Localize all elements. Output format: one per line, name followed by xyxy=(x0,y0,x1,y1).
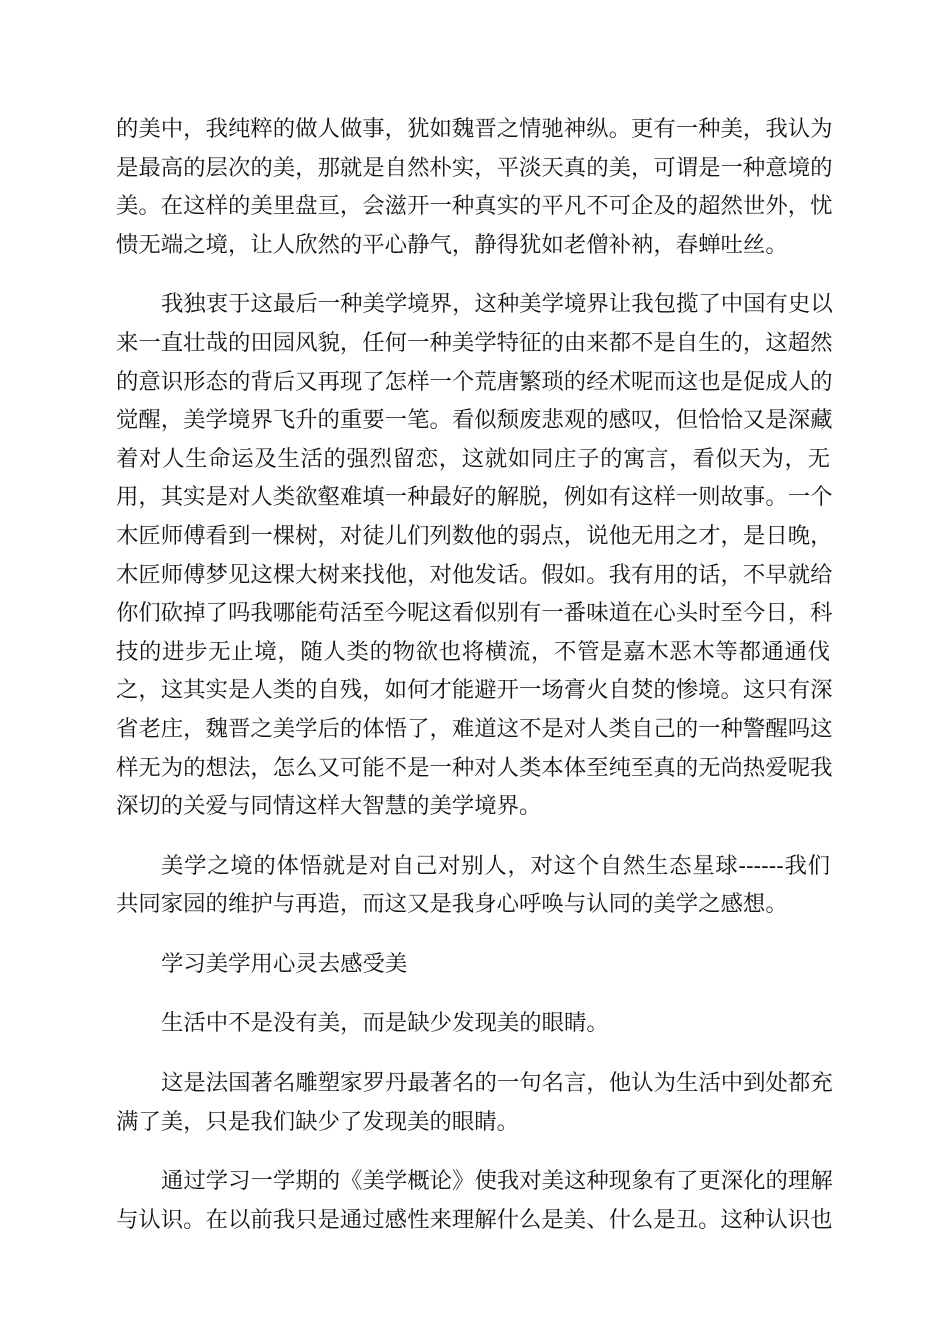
text-line: 木匠师傅看到一棵树，对徒儿们列数他的弱点，说他无用之才，是日晚， xyxy=(116,522,833,549)
paragraph-6 xyxy=(116,1162,833,1239)
paragraph-4 xyxy=(116,1004,830,1043)
paragraph-5 xyxy=(116,1064,833,1141)
text-line: 是最高的层次的美，那就是自然朴实，平淡天真的美，可谓是一种意境的 xyxy=(116,154,833,181)
text-line: 着对人生命运及生活的强烈留恋，这就如同庄子的寓言，看似天为，无 xyxy=(116,445,830,472)
text-line: 的意识形态的背后又再现了怎样一个荒唐繁琐的经术呢而这也是促成人的 xyxy=(116,368,833,395)
text-line: 你们砍掉了吗我哪能苟活至今呢这看似别有一番味道在心头时至今日，科 xyxy=(116,600,833,627)
text-line: 我独衷于这最后一种美学境界，这种美学境界让我包揽了中国有史以 xyxy=(161,291,833,318)
text-line: 之，这其实是人类的自残，如何才能避开一场膏火自焚的惨境。这只有深 xyxy=(116,677,833,704)
text-line: 木匠师傅梦见这棵大树来找他，对他发话。假如。我有用的话，不早就给 xyxy=(116,561,833,588)
text-line: 这是法国著名雕塑家罗丹最著名的一句名言，他认为生活中到处都充 xyxy=(161,1070,833,1097)
text-line: 通过学习一学期的《美学概论》使我对美这种现象有了更深化的理解 xyxy=(161,1168,833,1195)
text-line: 来一直壮哉的田园风貌，任何一种美学特征的由来都不是自生的，这超然 xyxy=(116,329,833,356)
text-line: 美学之境的体悟就是对自己对别人，对这个自然生态星球------我们 xyxy=(161,852,830,879)
text-line: 用，其实是对人类欲壑难填一种最好的解脱，例如有这样一则故事。一个 xyxy=(116,484,833,511)
text-line: 愦无端之境，让人欣然的平心静气，静得犹如老僧补衲，春蝉吐丝。 xyxy=(116,231,788,258)
heading-text: 学习美学用心灵去感受美 xyxy=(161,950,408,977)
text-line: 共同家园的维护与再造，而这又是我身心呼唤与认同的美学之感想。 xyxy=(116,891,788,918)
text-line: 技的进步无止境，随人类的物欲也将横流，不管是嘉木恶木等都通通伐 xyxy=(116,638,830,665)
paragraph-2 xyxy=(116,285,833,825)
text-line: 满了美，只是我们缺少了发现美的眼睛。 xyxy=(116,1108,520,1135)
text-line: 样无为的想法，怎么又可能不是一种对人类本体至纯至真的无尚热爱呢我 xyxy=(116,754,833,781)
text-line: 的美中，我纯粹的做人做事，犹如魏晋之情驰神纵。更有一种美，我认为 xyxy=(116,116,833,142)
paragraph-1 xyxy=(116,110,833,264)
text-line: 美。在这样的美里盘亘，会滋开一种真实的平凡不可企及的超然世外，忧 xyxy=(116,193,833,220)
paragraph-3 xyxy=(116,847,830,924)
text-line: 深切的关爱与同情这样大智慧的美学境界。 xyxy=(116,793,542,820)
text-line: 省老庄，魏晋之美学后的体悟了，难道这不是对人类自己的一种警醒吗这 xyxy=(116,715,833,742)
text-line: 生活中不是没有美，而是缺少发现美的眼睛。 xyxy=(161,1010,609,1037)
text-line: 觉醒，美学境界飞升的重要一笔。看似颓废悲观的感叹，但恰恰又是深藏 xyxy=(116,407,833,434)
text-line: 与认识。在以前我只是通过感性来理解什么是美、什么是丑。这种认识也 xyxy=(116,1206,833,1233)
document-body xyxy=(116,110,833,1260)
section-heading xyxy=(116,945,830,984)
